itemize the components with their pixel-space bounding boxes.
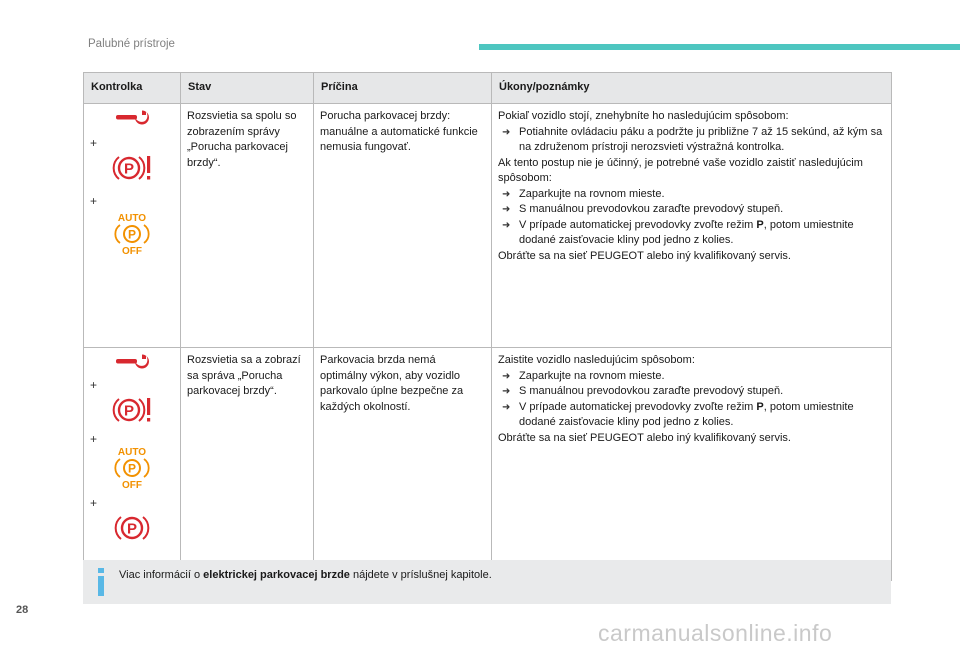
list-item: ➜ S manuálnou prevodovkou zaraďte prevodový stupeň.	[498, 202, 885, 218]
column-header-pricina: Príčina	[314, 73, 492, 104]
steps-list	[498, 369, 885, 431]
actions-middle: Ak tento postup nie je účinný, je potrebné vaše vozidlo zaistiť nasledujúcim spôsobom:	[498, 156, 863, 184]
list-item: ➜ Zaparkujte na rovnom mieste.	[498, 369, 885, 385]
header-accent-bar	[479, 44, 960, 50]
arrow-bullet-icon: ➜	[502, 370, 511, 382]
actions-cell	[492, 348, 892, 581]
warning-lights-table	[83, 72, 892, 581]
column-header-ukony: Úkony/poznámky	[492, 73, 892, 104]
list-item: ➜ Potiahnite ovládaciu páku a podržte ju približne 7 až 15 sekúnd, až kým sa na združenom prístroji nerozsvieti výstražná kontrolka.	[502, 125, 883, 153]
info-link-text: elektrickej parkovacej brzde	[203, 569, 350, 581]
svg-text:P: P	[126, 520, 138, 538]
auto-parking-off-icon	[112, 445, 152, 491]
table-row	[84, 348, 892, 581]
plus-sign: +	[90, 194, 98, 208]
cause-cell: Porucha parkovacej brzdy: manuálne a automatické funkcie nemusia fungovať.	[314, 104, 492, 348]
plus-sign: +	[90, 378, 98, 392]
arrow-bullet-icon: ➜	[502, 401, 511, 413]
wrench-icon	[115, 109, 149, 125]
svg-text:P: P	[127, 227, 137, 242]
arrow-bullet-icon: ➜	[502, 386, 511, 397]
parking-brake-icon	[112, 513, 152, 543]
arrow-bullet-icon: ➜	[502, 188, 511, 200]
arrow-bullet-icon: ➜	[502, 204, 511, 215]
steps-list	[498, 187, 885, 249]
info-note	[83, 560, 891, 604]
arrow-bullet-icon: ➜	[502, 126, 511, 138]
column-header-stav: Stav	[181, 73, 314, 104]
steps-list	[498, 125, 885, 156]
column-header-kontrolka: Kontrolka	[84, 73, 181, 104]
actions-outro: Obráťte sa na sieť PEUGEOT alebo iný kvalifikovaný servis.	[498, 249, 791, 262]
svg-text:OFF: OFF	[122, 480, 142, 491]
table-row	[84, 104, 892, 348]
parking-brake-fault-icon	[110, 395, 154, 425]
actions-cell	[492, 104, 892, 348]
state-cell: Rozsvietia sa a zobrazí sa správa „Porucha parkovacej brzdy“.	[181, 348, 314, 581]
svg-text:AUTO: AUTO	[117, 213, 147, 224]
list-item: ➜ V prípade automatickej prevodovky zvoľte režim P, potom umiestnite dodané zaisťovacie kliny pod jedno z kolies.	[502, 400, 854, 428]
warning-light-cell	[84, 104, 181, 348]
actions-intro: Pokiaľ vozidlo stojí, znehybníte ho nasledujúcim spôsobom:	[498, 110, 789, 122]
p-letter: P	[123, 160, 135, 178]
actions-outro: Obráťte sa na sieť PEUGEOT alebo iný kvalifikovaný servis.	[498, 431, 791, 444]
watermark: carmanualsonline.info	[598, 620, 833, 646]
actions-intro: Zaistite vozidlo nasledujúcim spôsobom:	[498, 354, 695, 366]
list-item: ➜ Zaparkujte na rovnom mieste.	[498, 187, 885, 203]
state-cell: Rozsvietia sa spolu so zobrazením správy „Porucha parkovacej brzdy“.	[181, 104, 314, 348]
plus-sign: +	[90, 496, 98, 510]
table-header-row	[84, 73, 892, 104]
plus-sign: +	[90, 136, 98, 150]
cause-cell: Parkovacia brzda nemá optimálny výkon, aby vozidlo parkovalo úplne bezpečne za každých okolností.	[314, 348, 492, 581]
info-icon	[93, 566, 109, 598]
section-title: Palubné prístroje	[88, 38, 175, 50]
svg-text:P: P	[123, 402, 135, 420]
warning-light-cell	[84, 348, 181, 581]
svg-text:P: P	[127, 461, 137, 476]
parking-brake-fault-icon	[110, 153, 154, 183]
auto-parking-off-icon	[112, 211, 152, 257]
svg-text:AUTO: AUTO	[117, 447, 147, 458]
list-item: ➜ S manuálnou prevodovkou zaraďte prevodový stupeň.	[498, 384, 885, 400]
info-text: Viac informácií o elektrickej parkovacej brzde nájdete v príslušnej kapitole.	[119, 569, 492, 581]
list-item: ➜ V prípade automatickej prevodovky zvoľte režim P, potom umiestnite dodané zaisťovacie kliny pod jedno z kolies.	[502, 218, 854, 246]
page-number: 28	[16, 604, 29, 616]
wrench-icon	[115, 353, 149, 369]
arrow-bullet-icon: ➜	[502, 219, 511, 231]
svg-text:OFF: OFF	[122, 246, 142, 257]
plus-sign: +	[90, 432, 98, 446]
